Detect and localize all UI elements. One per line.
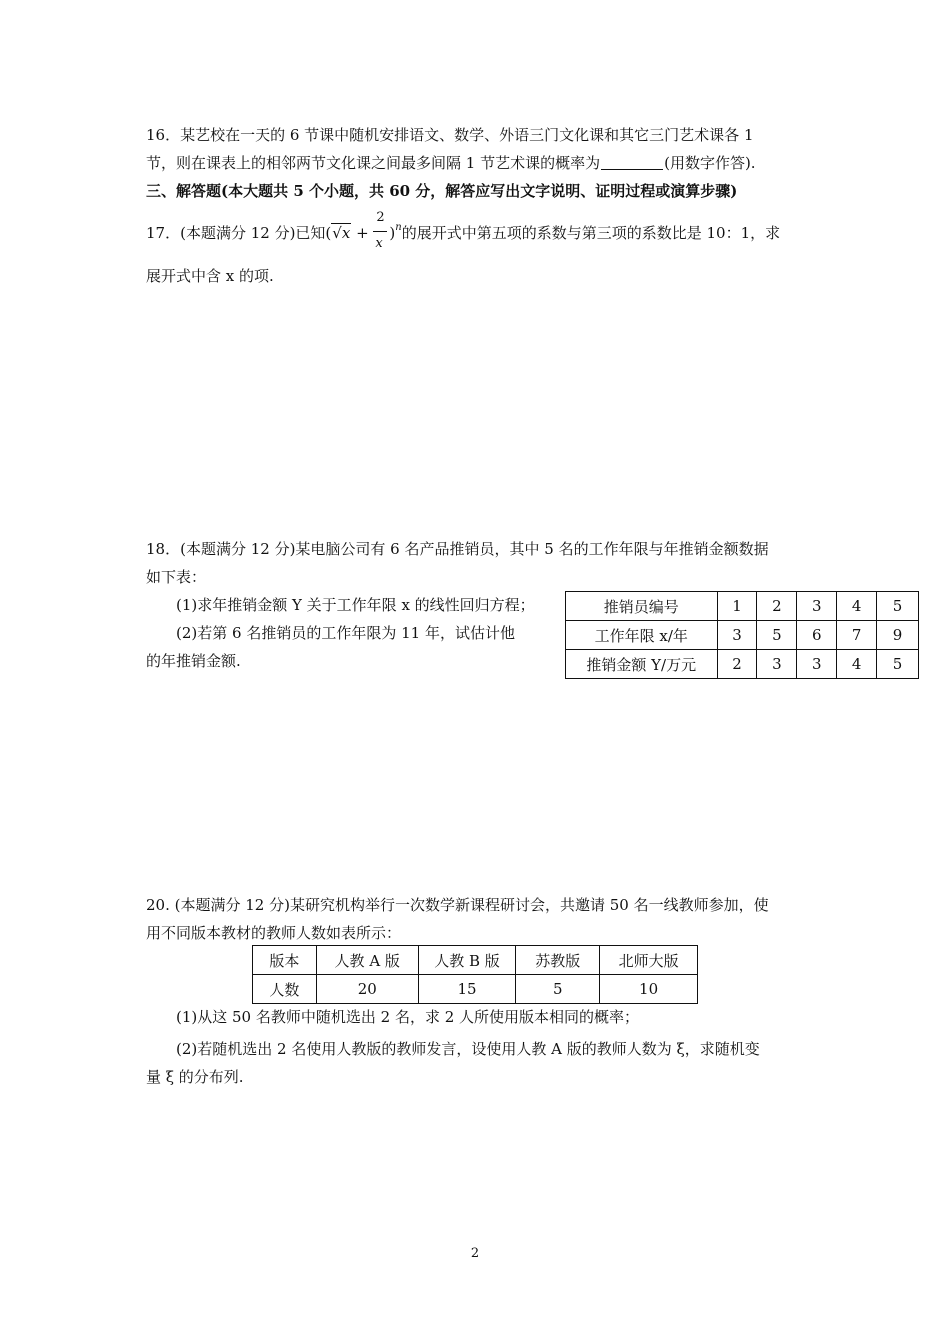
table-cell: 5 [877,592,919,621]
table-header: 人教 A 版 [316,946,418,975]
table-cell: 5 [516,975,600,1004]
row-label: 推销金额 Y/万元 [566,650,718,679]
page-number: 2 [470,1246,480,1261]
q18-part1: (1)求年推销金额 Y 关于工作年限 x 的线性回归方程； [176,596,535,614]
row-label: 工作年限 x/年 [566,621,718,650]
salesperson-table [565,591,919,679]
question-16 [146,121,756,205]
q20-part2a: (2)若随机选出 2 名使用人教版的教师发言，设使用人教 A 版的教师人数为 ξ，求随机变 [176,1040,760,1058]
answer-blank [601,153,663,170]
q20-part1: (1)从这 50 名教师中随机选出 2 名，求 2 人所使用版本相同的概率； [176,1008,640,1026]
table-cell: 2 [757,592,797,621]
sqrt-x: √x [332,224,351,242]
table-cell: 1 [717,592,757,621]
table-cell: 15 [418,975,516,1004]
question-17 [146,210,781,290]
table-cell: 4 [837,650,877,679]
q17-line1: 17．(本题满分 12 分)已知(√x + $\frac{2}{x}$ )$^n$的展开式中第五项的系数与第三项的系数比是 10：1，求 [146,210,781,251]
q17-line2: 展开式中含 x 的项. [146,267,274,285]
table-cell: 6 [797,621,837,650]
table-row [253,975,698,1004]
table-cell: 2 [717,650,757,679]
q18-line1: 18．(本题满分 12 分)某电脑公司有 6 名产品推销员，其中 5 名的工作年限与年推销金额数据 [146,540,769,558]
q16-line2: 节，则在课表上的相邻两节文化课之间最多间隔 1 节艺术课的概率为 (用数字作答). [146,154,756,172]
table-cell: 5 [757,621,797,650]
table-cell: 10 [600,975,698,1004]
fraction-2-over-x: $\frac{2}{x}$ [373,220,389,248]
section-3-heading: 三、解答题(本大题共 5 个小题，共 60 分，解答应写出文字说明、证明过程或演算步骤) [146,182,738,200]
table-cell: 9 [877,621,919,650]
table-cell: 7 [837,621,877,650]
table-cell: 3 [797,592,837,621]
q20-line1: 20. (本题满分 12 分)某研究机构举行一次数学新课程研讨会，共邀请 50 名一线教师参加，使 [146,896,769,914]
table-cell: 4 [837,592,877,621]
table-cell: 20 [316,975,418,1004]
table-cell: 5 [877,650,919,679]
question-20-parts [146,1003,760,1091]
table-cell: 3 [757,650,797,679]
q20-line2: 用不同版本教材的教师人数如表所示： [146,924,402,942]
table-header: 北师大版 [600,946,698,975]
q18-line2: 如下表： [146,568,207,586]
table-header: 版本 [253,946,317,975]
table-row [566,621,919,650]
table-cell: 3 [797,650,837,679]
table-header: 苏教版 [516,946,600,975]
table-row [566,592,919,621]
table-row [253,946,698,975]
q20-part2b: 量 ξ 的分布列. [146,1068,244,1086]
binomial-formula: (√x + $\frac{2}{x}$ )$^n$ [325,210,402,251]
table-cell: 3 [717,621,757,650]
table-cell: 人数 [253,975,317,1004]
table-row [566,650,919,679]
textbook-version-table [252,945,698,1004]
question-20 [146,891,769,947]
row-label: 推销员编号 [566,592,718,621]
q18-part2b: 的年推销金额. [146,652,241,670]
q16-line1: 16．某艺校在一天的 6 节课中随机安排语文、数学、外语三门文化课和其它三门艺术课各 1 [146,126,754,144]
table-header: 人教 B 版 [418,946,516,975]
q18-part2a: (2)若第 6 名推销员的工作年限为 11 年，试估计他 [176,624,515,642]
